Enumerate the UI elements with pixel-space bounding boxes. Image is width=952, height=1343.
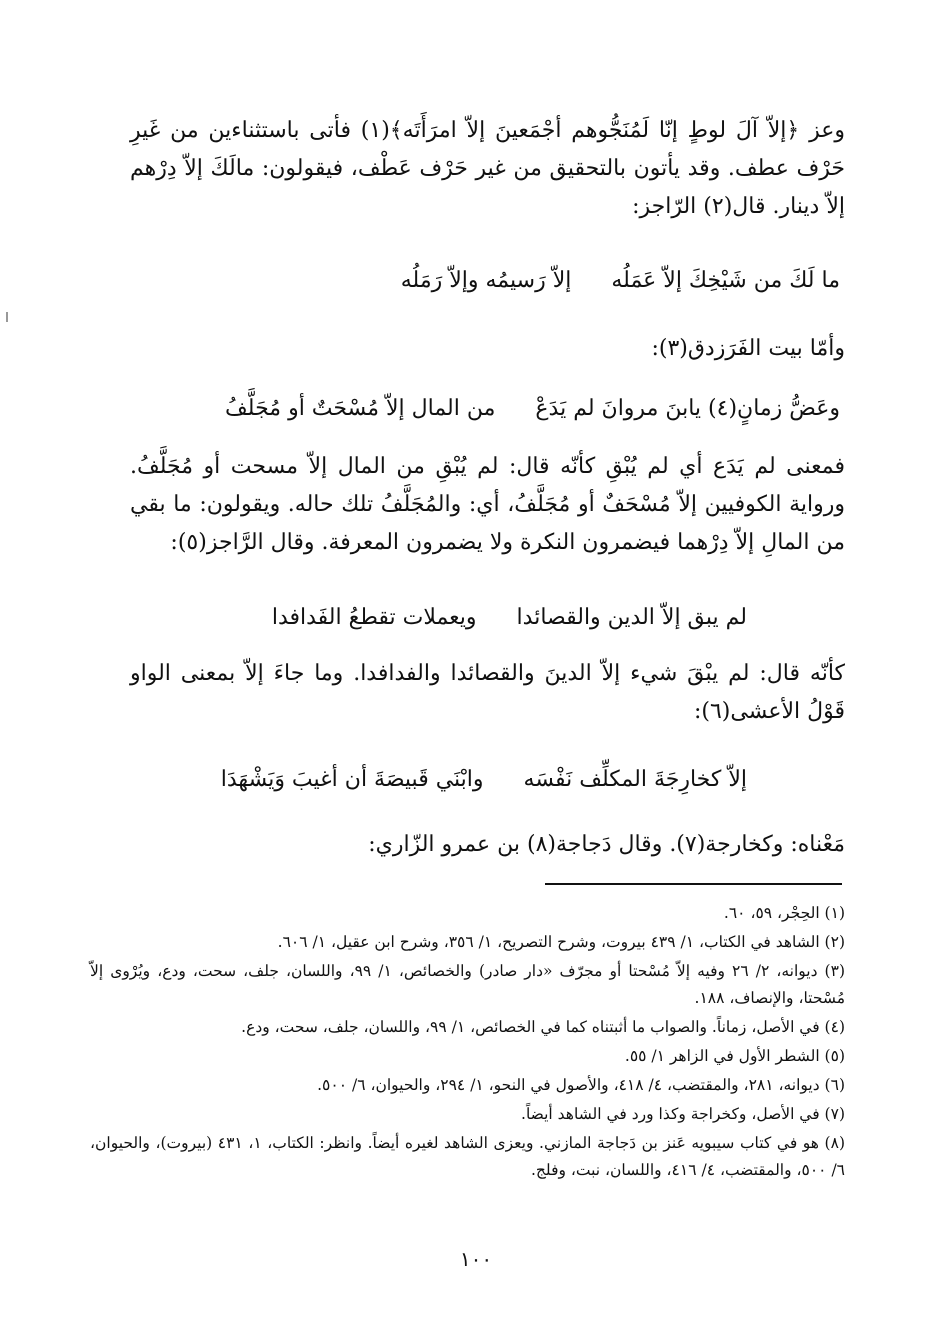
page-number: ١٠٠ [459,1247,493,1271]
verse-1-first-hemistich: ما لَكَ من شَيْخِكَ إلاّ عَمَلُه [611,268,840,293]
verse-4-second-hemistich: وابْنَي قَبيصَةَ أن أغيبَ وَيَشْهَدَا [220,767,484,792]
paragraph-2: وأمّا بيت الفَرَزدق(٣): [651,336,845,361]
footnote-2: (٢) الشاهد في الكتاب، ١/ ٤٣٩ بيروت، وشرح التصريح، ١/ ٣٥٦، وشرح ابن عقيل، ١/ ٦٠٦. [277,933,845,951]
footnote-4: (٤) في الأصل، زماناً. والصواب ما أثبتناه كما في الخصائص، ١/ ٩٩، واللسان، جلف، سحت، ودع. [241,1018,845,1036]
verse-4-first-hemistich: إلاّ كخارِجَةَ المكلِّف نَفْسَه [523,767,747,792]
paragraph-4: كأنّه قال: لم يبْقَ شيء إلاّ الدينَ والقصائدا والفدافدا. وما جاءَ إلاّ بمعنى الواو قَوْلُ الأعشى(٦): [130,661,845,724]
footnote-8: (٨) هو في كتاب سيبويه عَنز بن دَجاجة المازني. ويعزى الشاهد لغيره أيضاً. وانظر: الكتاب، ١، ٤٣١ (بيروت)، والحيوان، ٦/ ٥٠٠، والمقتضب، ٤/ ٤١٦، واللسان، نبت، وفلج. [90,1134,845,1179]
footnote-6: (٦) ديوانه، ٢٨١، والمقتضب، ٤/ ٤١٨، والأصول في النحو، ١/ ٢٩٤، والحيوان، ٦/ ٥٠٠. [317,1076,845,1094]
scan-artifact [6,312,8,322]
footnote-3: (٣) ديوانه، ٢/ ٢٦ وفيه إلاّ مُسْحتا أو مجرّف «دار صادر) والخصائص، ١/ ٩٩، واللسان، جلف، سحت، ودع، ويُرْوى إلاّ مُسْحتا، والإنصاف، ١٨٨. [90,962,845,1007]
verse-4 [221,765,747,795]
footnote-separator [545,883,842,885]
verse-3 [272,603,747,633]
verse-2-first-hemistich: وعَضُّ زمانٍ(٤) يابنَ مروانَ لم يَدَعْ [535,396,840,421]
footnote-7: (٧) في الأصل، وكخراجة وكذا ورد في الشاهد أيضاً. [521,1105,845,1123]
verse-1-second-hemistich: إلاّ رَسيمُه وإلاّ رَمَلُه [400,268,572,293]
verse-3-first-hemistich: لم يبق إلاّ الدين والقصائدا [516,605,747,630]
footnotes [90,898,845,1186]
paragraph-5: مَعْناه: وكخارجة(٧). وقال دَجاجة(٨) بن عمرو الزّاري: [368,832,845,857]
verse-2 [225,394,840,424]
paragraph-1: وعز ﴿إلاّ آلَ لوطٍ إنّا لَمُنَجُّوهم أجْمَعينَ إلاّ امرَأَتَه﴾(١) فأتى باستثناءين من غَيرِ حَرْف عطف. وقد يأتون بالتحقيق من غير حَرْف عَطْف، فيقولون: مالَكَ إلاّ دِرْهم إلاّ دينار. قال(٢) الرّاجز: [130,118,845,219]
footnote-5: (٥) الشطر الأول في الزاهر ١/ ٥٥. [624,1047,845,1065]
paragraph-3: فمعنى لم يَدَع أي لم يُبْقِ كأنّه قال: لم يُبْقِ من المال إلاّ مسحت أو مُجَلَّفُ. ورواية الكوفيين إلاّ مُسْحَفٌ أو مُجَلَّفُ، أي: والمُجَلَّفُ تلك حاله. ويقولون: ما بقي من المالِ إلاّ دِرْهما فيضمرون النكرة ولا يضمرون المعرفة. وقال الرَّاجز(٥): [130,454,845,555]
verse-2-second-hemistich: من المال إلاّ مُسْحَتٌ أو مُجَلَّفُ [225,396,496,421]
footnote-1: (١) الحِجْر، ٥٩، ٦٠. [723,904,845,922]
verse-1 [401,266,840,296]
verse-3-second-hemistich: ويعملات تقطعُ الفَدافدا [271,605,477,630]
